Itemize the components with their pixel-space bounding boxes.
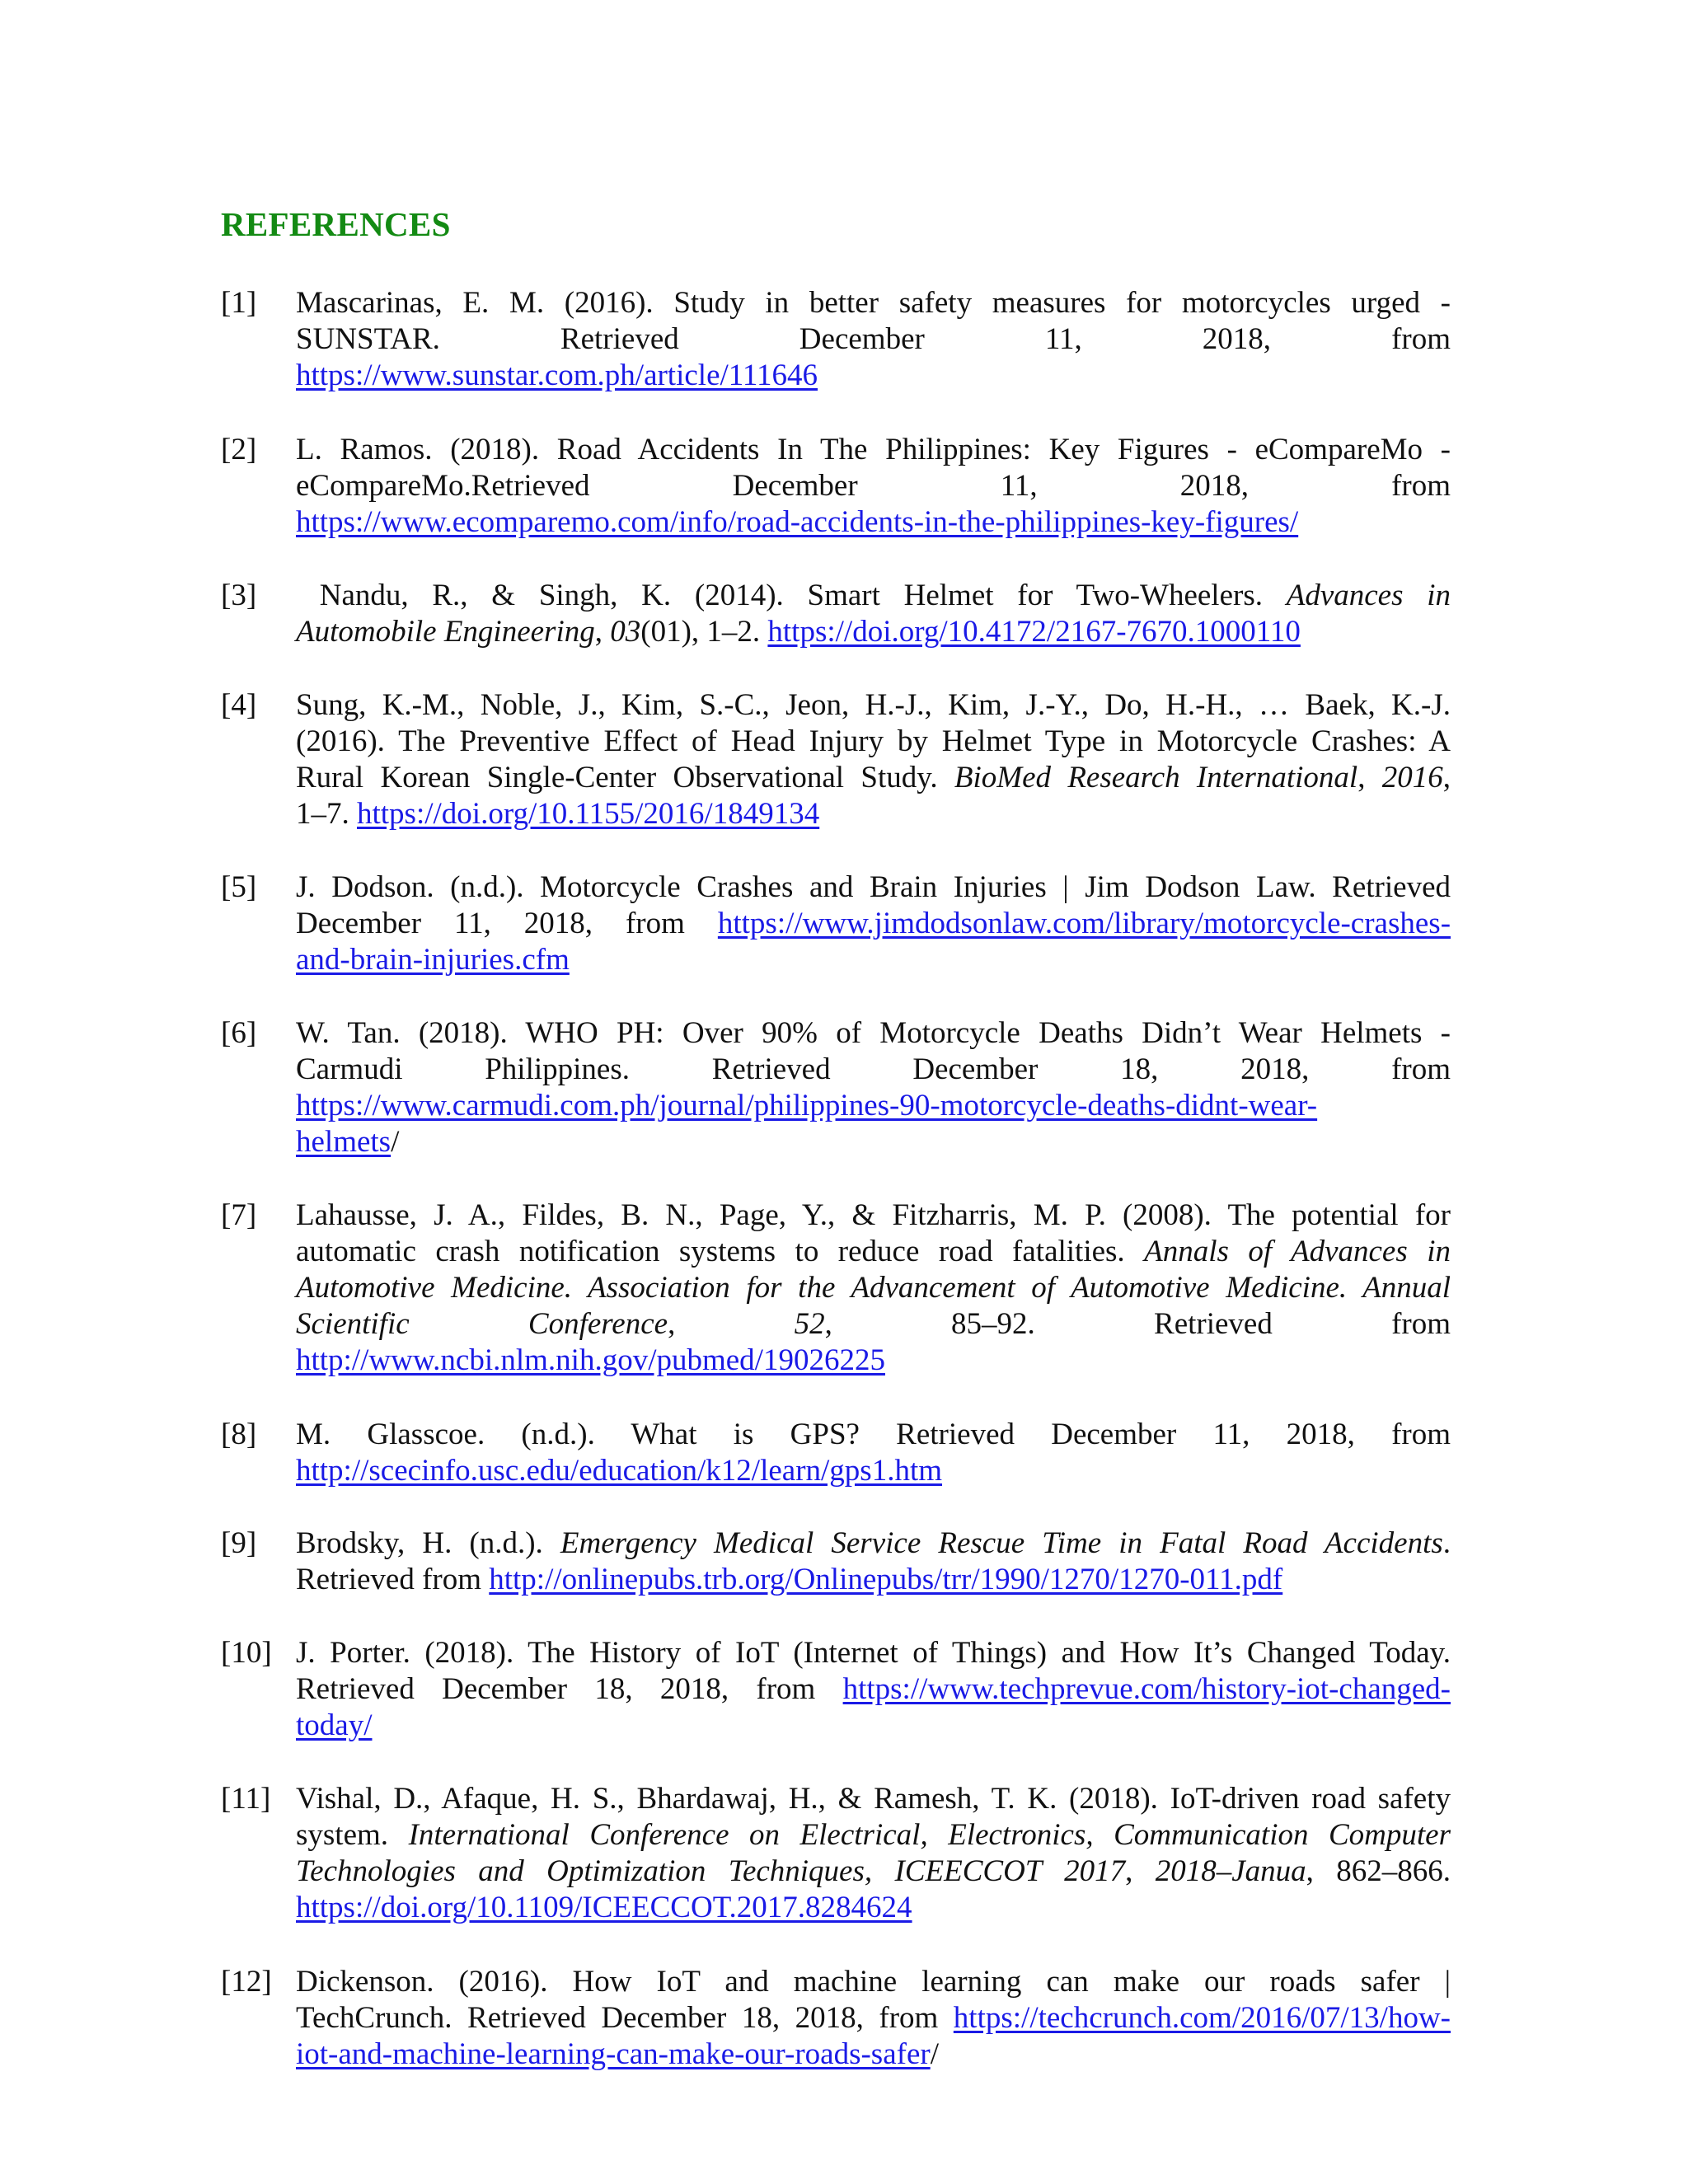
reference-link[interactable]: https://techcrunch.com/2016/07/13/how- bbox=[953, 2001, 1451, 2035]
reference-number: [12] bbox=[221, 1965, 272, 1999]
reference-number: [3] bbox=[221, 579, 257, 612]
reference-number: [2] bbox=[221, 433, 257, 466]
reference-link[interactable]: https://doi.org/10.1109/ICEECCOT.2017.8284624 bbox=[296, 1891, 912, 1924]
reference-10 bbox=[221, 1635, 1451, 1744]
reference-text: Retrieved December 18, 2018, from https://www.techprevue.com/history-iot-changed- bbox=[296, 1672, 1451, 1706]
reference-number: [6] bbox=[221, 1016, 257, 1050]
reference-text: eCompareMo.Retrieved December 11, 2018, from bbox=[296, 469, 1451, 503]
reference-text: Mascarinas, E. M. (2016). Study in better safety measures for motorcycles urged - bbox=[296, 286, 1451, 320]
reference-text: Lahausse, J. A., Fildes, B. N., Page, Y., & Fitzharris, M. P. (2008). The potential for bbox=[296, 1198, 1451, 1232]
reference-link[interactable]: https://www.jimdodsonlaw.com/library/motorcycle-crashes- bbox=[717, 907, 1451, 940]
reference-text: L. Ramos. (2018). Road Accidents In The Philippines: Key Figures - eCompareMo - bbox=[296, 433, 1451, 466]
reference-link[interactable]: http://www.ncbi.nlm.nih.gov/pubmed/19026225 bbox=[296, 1343, 885, 1377]
reference-link[interactable]: https://doi.org/10.4172/2167-7670.1000110 bbox=[767, 615, 1301, 649]
reference-8 bbox=[221, 1417, 1451, 1489]
reference-text: 1–7. https://doi.org/10.1155/2016/1849134 bbox=[296, 797, 820, 831]
reference-text: Automotive Medicine. Association for the Advancement of Automotive Medicine. Annual bbox=[296, 1271, 1451, 1305]
reference-text: automatic crash notification systems to reduce road fatalities. Annals of Advances in bbox=[296, 1235, 1451, 1268]
reference-link[interactable]: helmets bbox=[296, 1125, 392, 1159]
reference-text: J. Dodson. (n.d.). Motorcycle Crashes and Brain Injuries | Jim Dodson Law. Retrieved bbox=[296, 870, 1451, 904]
reference-number: [10] bbox=[221, 1636, 272, 1670]
reference-link[interactable]: https://doi.org/10.1155/2016/1849134 bbox=[357, 797, 820, 831]
reference-11 bbox=[221, 1781, 1451, 1926]
reference-link[interactable]: today/ bbox=[296, 1708, 373, 1742]
references-heading: REFERENCES bbox=[221, 205, 451, 243]
reference-link[interactable]: https://www.ecomparemo.com/info/road-accidents-in-the-philippines-key-figures/ bbox=[296, 505, 1299, 539]
reference-text: W. Tan. (2018). WHO PH: Over 90% of Motorcycle Deaths Didn’t Wear Helmets - bbox=[296, 1016, 1451, 1050]
reference-text: Carmudi Philippines. Retrieved December 18, 2018, from bbox=[296, 1052, 1451, 1086]
reference-text: Rural Korean Single-Center Observational Study. BioMed Research International, 2016, bbox=[296, 761, 1451, 794]
reference-link[interactable]: iot-and-machine-learning-can-make-our-roads-safer bbox=[296, 2037, 931, 2071]
reference-9 bbox=[221, 1526, 1451, 1598]
reference-number: [8] bbox=[221, 1418, 257, 1451]
reference-text: Brodsky, H. (n.d.). Emergency Medical Service Rescue Time in Fatal Road Accidents. bbox=[296, 1526, 1451, 1560]
reference-link[interactable]: https://www.sunstar.com.ph/article/111646 bbox=[296, 359, 818, 392]
reference-link[interactable]: https://www.techprevue.com/history-iot-changed- bbox=[842, 1672, 1451, 1706]
reference-text: Vishal, D., Afaque, H. S., Bhardawaj, H., & Ramesh, T. K. (2018). IoT-driven road safety bbox=[296, 1782, 1451, 1816]
reference-link[interactable]: and-brain-injuries.cfm bbox=[296, 943, 570, 977]
reference-number: [1] bbox=[221, 286, 257, 320]
reference-text: (2016). The Preventive Effect of Head Injury by Helmet Type in Motorcycle Crashes: A bbox=[296, 724, 1451, 758]
reference-text: TechCrunch. Retrieved December 18, 2018, from https://techcrunch.com/2016/07/13/how- bbox=[296, 2001, 1451, 2035]
reference-7 bbox=[221, 1197, 1451, 1379]
reference-text: SUNSTAR. Retrieved December 11, 2018, from bbox=[296, 322, 1451, 356]
reference-text: Scientific Conference, 52, 85–92. Retrieved from bbox=[296, 1307, 1451, 1341]
reference-number: [9] bbox=[221, 1526, 257, 1560]
reference-1 bbox=[221, 285, 1451, 394]
reference-12: [12] Dickenson. (2016). How IoT and machine learning can make our roads safer | TechCrunch. Retrieved December 18, 2018, from https://techcrunch.com/2016/07/13/how- iot-and-machine-learning-can-make-our-roads-safer/ bbox=[221, 1965, 1451, 2071]
reference-text: M. Glasscoe. (n.d.). What is GPS? Retrieved December 11, 2018, from bbox=[296, 1418, 1451, 1451]
reference-text: Automobile Engineering, 03(01), 1–2. https://doi.org/10.4172/2167-7670.1000110 bbox=[296, 615, 1301, 649]
reference-text: system. International Conference on Electrical, Electronics, Communication Computer bbox=[296, 1818, 1451, 1852]
reference-number: [5] bbox=[221, 870, 257, 904]
reference-5 bbox=[221, 869, 1451, 978]
reference-link[interactable]: https://www.carmudi.com.ph/journal/philippines-90-motorcycle-deaths-didnt-wear- bbox=[296, 1089, 1318, 1122]
reference-number: [7] bbox=[221, 1198, 257, 1232]
reference-link[interactable]: http://scecinfo.usc.edu/education/k12/learn/gps1.htm bbox=[296, 1454, 943, 1488]
reference-2 bbox=[221, 432, 1451, 541]
reference-text: Nandu, R., & Singh, K. (2014). Smart Helmet for Two-Wheelers. Advances in bbox=[319, 579, 1451, 612]
reference-text: December 11, 2018, from https://www.jimdodsonlaw.com/library/motorcycle-crashes- bbox=[296, 907, 1451, 940]
reference-4 bbox=[221, 687, 1451, 832]
reference-number: [4] bbox=[221, 688, 257, 722]
reference-3 bbox=[221, 578, 1451, 650]
reference-6: [6] W. Tan. (2018). WHO PH: Over 90% of Motorcycle Deaths Didn’t Wear Helmets - Carmudi Philippines. Retrieved December 18, 2018, from https://www.carmudi.com.ph/journal/philippines-90-motorcycle-deaths-didnt-wear- helmets/ bbox=[221, 1016, 1451, 1159]
reference-text: Dickenson. (2016). How IoT and machine learning can make our roads safer | bbox=[296, 1965, 1451, 1999]
reference-text: J. Porter. (2018). The History of IoT (Internet of Things) and How It’s Changed Today. bbox=[296, 1636, 1451, 1670]
reference-number: [11] bbox=[221, 1782, 271, 1816]
reference-text: Technologies and Optimization Techniques, ICEECCOT 2017, 2018–Janua, 862–866. bbox=[296, 1854, 1451, 1888]
reference-text: Retrieved from http://onlinepubs.trb.org/Onlinepubs/trr/1990/1270/1270-011.pdf bbox=[296, 1563, 1283, 1596]
reference-text: Sung, K.-M., Noble, J., Kim, S.-C., Jeon, H.-J., Kim, J.-Y., Do, H.-H., … Baek, K.-J. bbox=[296, 688, 1451, 722]
reference-link[interactable]: http://onlinepubs.trb.org/Onlinepubs/trr/1990/1270/1270-011.pdf bbox=[489, 1563, 1283, 1596]
